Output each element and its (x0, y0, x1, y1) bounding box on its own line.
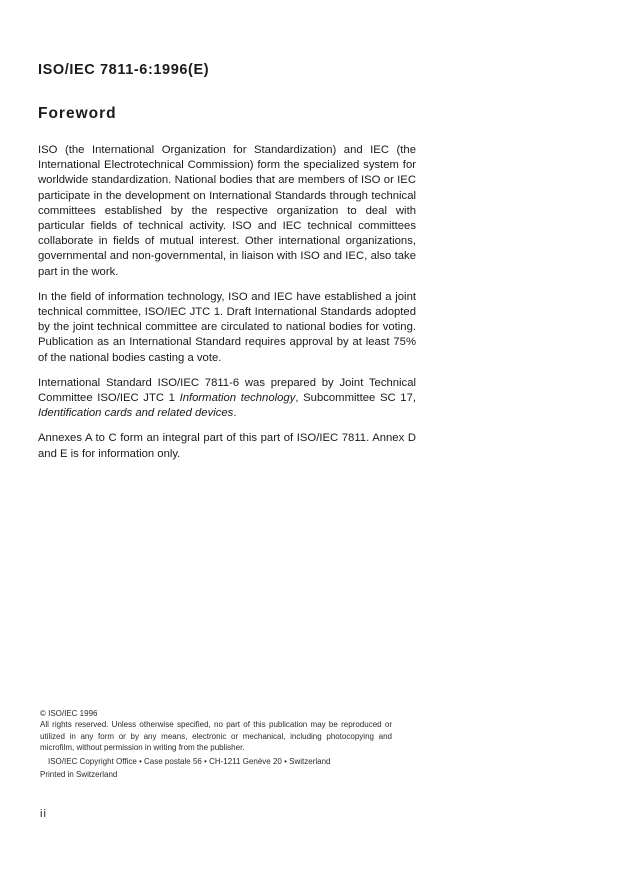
foreword-body (38, 143, 416, 472)
document-identifier: ISO/IEC 7811-6:1996(E) (38, 62, 210, 78)
foreword-heading: Foreword (38, 105, 117, 122)
page-number: ii (40, 808, 47, 820)
printed-location: Printed in Switzerland (40, 770, 118, 780)
paragraph-3-text-start: International Standard ISO/IEC 7811-6 was prepared by Joint Technical Committee ISO/IEC JTC 1 (38, 376, 416, 405)
copyright-office-address: ISO/IEC Copyright Office • Case postale 56 • CH-1211 Genève 20 • Switzerland (48, 756, 331, 766)
foreword-paragraph-4: Annexes A to C form an integral part of this part of ISO/IEC 7811. Annex D and E is for information only. (38, 432, 416, 460)
subcommittee-title: Identification cards and related devices (38, 407, 234, 420)
copyright-notice: © ISO/IEC 1996 (40, 709, 98, 718)
foreword-paragraph-1: ISO (the International Organization for Standardization) and IEC (the International Electrotechnical Commission) form the specialized system for worldwide standardization. National bodies that are members of ISO or IEC participate in the development on International Standards through technical committees established by the respective organization to deal with particular fields of technical activity. ISO and IEC technical committees collaborate in fields of mutual interest. Other international organizations, governmental and non-governmental, in liaison with ISO and IEC, also take part in the work. (38, 144, 416, 278)
copyright-block (40, 708, 392, 780)
paragraph-3-text-end: . (233, 407, 237, 420)
paragraph-3-text-middle: , Subcommittee SC 17, (295, 392, 416, 405)
rights-statement: All rights reserved. Unless otherwise specified, no part of this publication may be reproduced or utilized in any form or by any means, electronic or mechanical, including photocopying and microfilm, without permission in writing from the publisher. (40, 720, 392, 753)
committee-title: Information technology (179, 392, 296, 405)
foreword-paragraph-3 (38, 376, 416, 422)
foreword-paragraph-2: In the field of information technology, ISO and IEC have established a joint technical committee, ISO/IEC JTC 1. Draft International Standards adopted by the joint technical committee are circulated to national bodies for voting. Publication as an International Standard requires approval by at least 75% of the national bodies casting a vote. (38, 290, 416, 364)
